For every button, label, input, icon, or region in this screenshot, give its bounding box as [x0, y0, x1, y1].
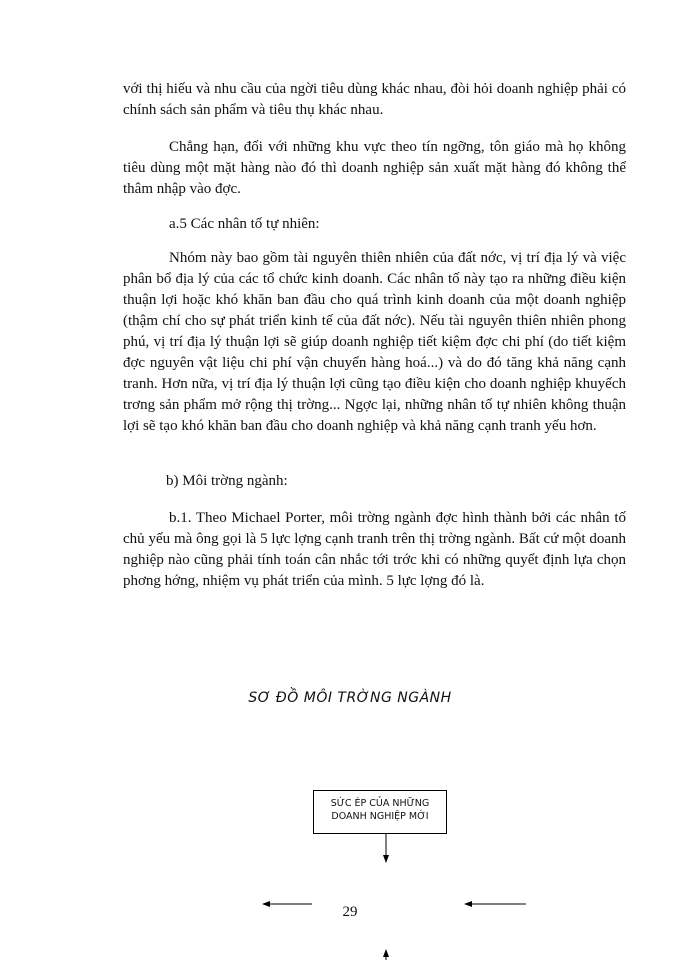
page-number: 29 [342, 904, 358, 920]
paragraph-natural-factors: Nhóm này bao gồm tài nguyên thiên nhiên của đất nớc, vị trí địa lý và việc phân bổ địa lý của các tổ chức kinh doanh. Các nhân tố này tạo ra những điều kiện thuận lợi hoặc khó khăn ban đầu cho quá trình kinh doanh của một doanh nghiệp (thậm chí cho sự phát triển kinh tế của đất nớc). Nếu tài nguyên thiên nhiên phong phú, vị trí địa lý thuận lợi sẽ giúp doanh nghiệp tiết kiệm đợc chi phí (do tiết kiệm đợc nguyên vật liệu chi phí vận chuyển hàng hoá...) và do đó tăng khả năng cạnh tranh. Hơn nữa, vị trí địa lý thuận lợi cũng tạo điều kiện cho doanh nghiệp khuyếch trơng sản phẩm mở rộng thị trờng... Ngợc lại, những nhân tố tự nhiên không thuận lợi sẽ tạo khó khăn ban đầu cho doanh nghiệp và khả năng cạnh tranh yếu hơn. [123, 250, 626, 434]
paragraph-porter-forces: b.1. Theo Michael Porter, môi trờng ngành đợc hình thành bởi các nhân tố chủ yếu mà ông gọi là 5 lực lợng cạnh tranh trên thị trờng ngành. Bất cứ một doanh nghiệp nào cũng phải tính toán cân nhắc tới trớc khi có những quyết định lựa chọn phơng hớng, nhiệm vụ phát triển của mình. 5 lực lợng đó là. [123, 510, 626, 589]
box-line-2: DOANH NGHIỆP MỚI [331, 811, 429, 822]
box-line-1: SỨC ÉP CỦA NHỮNG [330, 798, 430, 809]
paragraph-consumer-taste: với thị hiếu và nhu cầu của ngời tiêu dùng khác nhau, đòi hỏi doanh nghiệp phải có chính sách sản phẩm và tiêu thụ khác nhau. [123, 81, 626, 118]
heading-natural-factors: a.5 Các nhân tố tự nhiên: [169, 216, 320, 232]
paragraph-religion-example: Chẳng hạn, đối với những khu vực theo tín ngỡng, tôn giáo mà họ không tiêu dùng một mặt hàng nào đó thì doanh nghiệp sản xuất mặt hàng đó không thể thâm nhập vào đợc. [123, 139, 626, 197]
diagram-title: SƠ ĐỒ MÔI TRỜNG NGÀNH [248, 690, 452, 706]
new-entrants-box [313, 790, 447, 834]
heading-industry-environment: b) Môi trờng ngành: [166, 473, 288, 489]
